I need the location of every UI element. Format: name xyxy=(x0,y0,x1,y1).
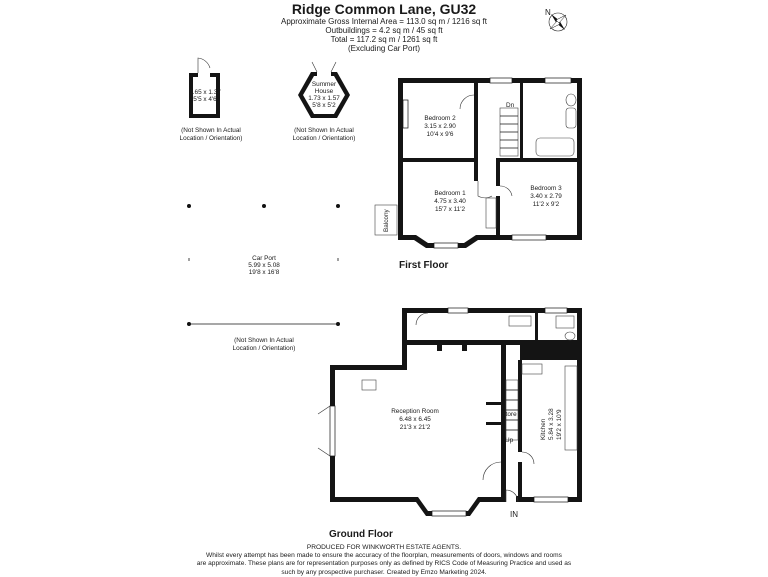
wc-toilet-icon xyxy=(565,332,575,340)
wc-basin-icon xyxy=(556,316,574,328)
bedroom3-door-icon xyxy=(500,186,512,196)
car-port xyxy=(187,204,340,352)
footer-line3: are approximate. These plans are for representation purposes only as defined by RICS Code of Measuring Practice and used as xyxy=(196,560,572,568)
first-floor-stairs-label: Dn xyxy=(506,102,515,109)
landing-window xyxy=(490,78,512,83)
car-port-note-line2: Location / Orientation) xyxy=(232,345,296,352)
store-label: Store xyxy=(501,411,517,418)
utility-door-icon xyxy=(416,313,428,325)
bedroom1-bay-window xyxy=(434,243,458,248)
reception-dims-m: 6.48 x 6.45 xyxy=(399,416,431,423)
compass-icon xyxy=(545,8,567,31)
summer-house-name-1: Summer xyxy=(311,81,337,88)
kitchen-unit-icon xyxy=(522,364,542,374)
bedroom2-name: Bedroom 2 xyxy=(424,115,456,122)
bedroom3-dims-m: 3.40 x 2.79 xyxy=(530,193,562,200)
bedroom1-door-icon xyxy=(478,181,492,198)
bedroom1-dims-ft: 15'7 x 11'2 xyxy=(434,206,466,213)
french-door-swing-icon xyxy=(318,406,330,456)
kitchen-worktop-icon xyxy=(565,366,577,450)
compass-north-label: N xyxy=(545,8,551,17)
car-port-note-line1: (Not Shown In Actual xyxy=(234,337,294,344)
utility-window xyxy=(448,308,468,313)
footer-line2: Whilst every attempt has been made to ensure the accuracy of the floorplan, measurements of doors, windows and rooms xyxy=(206,552,562,560)
kitchen-dims-m: 5.84 x 3.28 xyxy=(548,408,555,440)
bedroom1-name: Bedroom 1 xyxy=(434,190,466,197)
first-floor-label: First Floor xyxy=(399,260,449,271)
first-floor-plan xyxy=(375,78,582,271)
total-area-text: Total = 117.2 sq m / 1261 sq ft xyxy=(330,35,438,44)
reception-dims-ft: 21'3 x 21'2 xyxy=(399,424,431,431)
wc-window xyxy=(545,308,567,313)
bedroom2-dims-m: 3.15 x 2.90 xyxy=(424,123,456,130)
bedroom2-dims-ft: 10'4 x 9'6 xyxy=(426,131,454,138)
car-port-dims-ft: 19'8 x 16'8 xyxy=(248,269,280,276)
ground-floor-plan xyxy=(318,308,582,540)
footer-disclaimer xyxy=(0,544,768,577)
balcony-label: Balcony xyxy=(383,209,390,232)
bedroom3-window xyxy=(512,235,546,240)
bedroom2-window xyxy=(403,100,408,128)
ground-floor-stairs-label: Up xyxy=(505,437,514,444)
plan-title: Ridge Common Lane, GU32 xyxy=(291,1,477,17)
summer-house-dims-ft: 5'8 x 5'2 xyxy=(312,102,336,109)
reception-bay-window xyxy=(432,511,466,516)
basin-icon xyxy=(566,108,576,128)
bathroom-window xyxy=(545,78,571,83)
bedroom3-dims-ft: 11'2 x 9'2 xyxy=(532,201,560,208)
shed-dims-m: 1.65 x 1.37 xyxy=(189,89,221,96)
wardrobe-icon xyxy=(486,198,496,228)
bedroom1-dims-m: 4.75 x 3.40 xyxy=(434,198,466,205)
bedroom2-door-icon xyxy=(460,95,474,109)
reception-name: Reception Room xyxy=(391,408,439,415)
reception-french-doors xyxy=(330,406,335,456)
kitchen-name: Kitchen xyxy=(540,418,547,440)
kitchen-dims-ft: 19'2 x 10'9 xyxy=(556,409,563,440)
shed-note-line1: (Not Shown In Actual xyxy=(181,127,241,134)
footer-line1: PRODUCED FOR WINKWORTH ESTATE AGENTS. xyxy=(306,544,462,551)
summer-house-dims-m: 1.73 x 1.57 xyxy=(308,95,340,102)
footer-line4: such by any prospective purchaser. Created by Emzo Marketing 2024. xyxy=(281,568,487,576)
summer-house-note-line1: (Not Shown In Actual xyxy=(294,127,354,134)
summer-house-name-2: House xyxy=(314,88,334,95)
excluding-note: (Excluding Car Port) xyxy=(347,44,421,53)
summer-house-outbuilding xyxy=(293,62,356,142)
shed-dims-ft: 5'5 x 4'6 xyxy=(193,96,217,103)
shed-note-line2: Location / Orientation) xyxy=(179,135,243,142)
kitchen-door-icon xyxy=(522,452,534,464)
toilet-icon xyxy=(566,94,576,106)
entrance-label: IN xyxy=(510,510,518,519)
ground-floor-label: Ground Floor xyxy=(329,529,393,540)
car-port-dims-m: 5.99 x 5.08 xyxy=(248,262,280,269)
summer-house-note-line2: Location / Orientation) xyxy=(292,135,356,142)
outbuildings-area-text: Outbuildings = 4.2 sq m / 45 sq ft xyxy=(325,26,443,35)
reception-door-icon xyxy=(483,462,501,480)
bath-icon xyxy=(536,138,574,156)
skylight-icon xyxy=(362,380,376,390)
car-port-name: Car Port xyxy=(252,255,276,262)
bedroom3-name: Bedroom 3 xyxy=(530,185,562,192)
shed-door-icon xyxy=(198,58,210,73)
utility-worktop-icon xyxy=(509,316,531,326)
first-floor-stairs xyxy=(500,102,518,156)
gross-area-text: Approximate Gross Internal Area = 113.0 sq m / 1216 sq ft xyxy=(281,17,487,26)
kitchen-window-south xyxy=(534,497,568,502)
shed-outbuilding xyxy=(180,58,243,142)
